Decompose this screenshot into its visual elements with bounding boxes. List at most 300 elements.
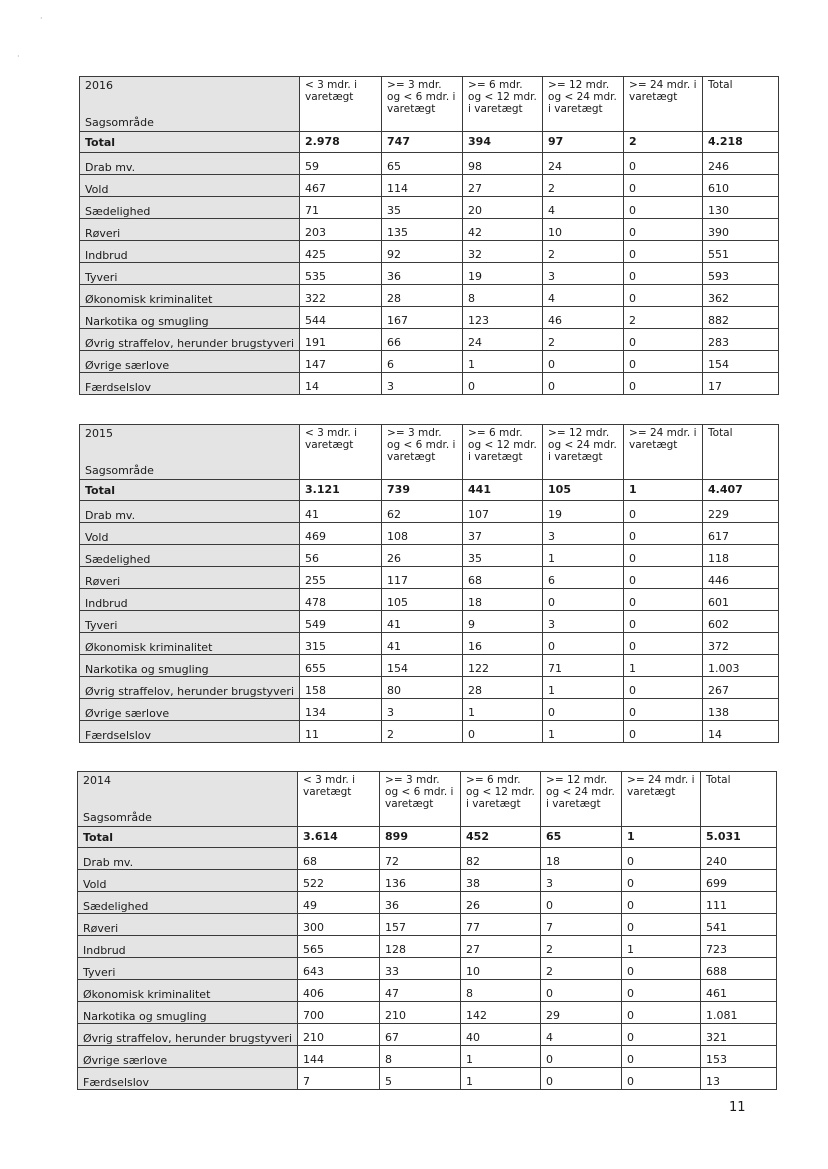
column-header: Total: [701, 772, 777, 827]
value-cell: 3.121: [300, 480, 382, 501]
table-row: [80, 351, 779, 373]
value-cell: 203: [300, 219, 382, 241]
value-cell: 24: [543, 153, 624, 175]
row-label: Indbrud: [78, 936, 298, 958]
value-cell: 1.003: [703, 655, 779, 677]
table-row: [78, 958, 777, 980]
value-cell: 5.031: [701, 827, 777, 848]
value-cell: 0: [622, 870, 701, 892]
value-cell: 8: [380, 1046, 461, 1068]
value-cell: 321: [701, 1024, 777, 1046]
value-cell: 467: [300, 175, 382, 197]
value-cell: 0: [624, 197, 703, 219]
value-cell: 77: [461, 914, 541, 936]
column-header: Total: [703, 425, 779, 480]
row-label: Indbrud: [80, 589, 300, 611]
value-cell: 3: [382, 373, 463, 395]
row-label: Total: [78, 827, 298, 848]
value-cell: 372: [703, 633, 779, 655]
value-cell: 747: [382, 132, 463, 153]
table-row: [80, 285, 779, 307]
row-label: Sædelighed: [78, 892, 298, 914]
value-cell: 35: [463, 545, 543, 567]
table-row: [80, 329, 779, 351]
value-cell: 267: [703, 677, 779, 699]
value-cell: 3: [543, 263, 624, 285]
table-row: [80, 545, 779, 567]
value-cell: 593: [703, 263, 779, 285]
value-cell: 66: [382, 329, 463, 351]
value-cell: 65: [541, 827, 622, 848]
value-cell: 0: [622, 1002, 701, 1024]
value-cell: 10: [543, 219, 624, 241]
value-cell: 62: [382, 501, 463, 523]
table-year: 2015: [85, 427, 113, 440]
value-cell: 882: [703, 307, 779, 329]
value-cell: 210: [380, 1002, 461, 1024]
value-cell: 59: [300, 153, 382, 175]
value-cell: 19: [463, 263, 543, 285]
table-row: [78, 870, 777, 892]
value-cell: 0: [624, 677, 703, 699]
value-cell: 8: [461, 980, 541, 1002]
table-row: [80, 197, 779, 219]
value-cell: 2: [543, 241, 624, 263]
custody-table-2015: [79, 424, 779, 743]
column-header: >= 3 mdr. og < 6 mdr. i varetægt: [382, 425, 463, 480]
value-cell: 1: [624, 655, 703, 677]
value-cell: 24: [463, 329, 543, 351]
value-cell: 0: [624, 567, 703, 589]
value-cell: 3: [543, 611, 624, 633]
value-cell: 8: [463, 285, 543, 307]
value-cell: 105: [382, 589, 463, 611]
row-label: Røveri: [80, 567, 300, 589]
value-cell: 134: [300, 699, 382, 721]
value-cell: 27: [463, 175, 543, 197]
table-row: [80, 219, 779, 241]
value-cell: 4.218: [703, 132, 779, 153]
value-cell: 167: [382, 307, 463, 329]
custody-table-2014: [77, 771, 777, 1090]
value-cell: 0: [463, 721, 543, 743]
value-cell: 0: [624, 523, 703, 545]
value-cell: 0: [624, 219, 703, 241]
value-cell: 1.081: [701, 1002, 777, 1024]
value-cell: 144: [298, 1046, 380, 1068]
row-label: Narkotika og smugling: [80, 655, 300, 677]
row-label: Økonomisk kriminalitet: [78, 980, 298, 1002]
value-cell: 71: [543, 655, 624, 677]
value-cell: 41: [382, 611, 463, 633]
value-cell: 147: [300, 351, 382, 373]
value-cell: 739: [382, 480, 463, 501]
value-cell: 29: [541, 1002, 622, 1024]
value-cell: 478: [300, 589, 382, 611]
row-header-label: Sagsområde: [85, 464, 154, 477]
table-row: [80, 589, 779, 611]
value-cell: 98: [463, 153, 543, 175]
header-row: [80, 77, 779, 132]
value-cell: 0: [541, 1046, 622, 1068]
value-cell: 0: [624, 545, 703, 567]
value-cell: 92: [382, 241, 463, 263]
value-cell: 108: [382, 523, 463, 545]
value-cell: 2: [541, 958, 622, 980]
value-cell: 0: [543, 351, 624, 373]
value-cell: 97: [543, 132, 624, 153]
value-cell: 28: [382, 285, 463, 307]
value-cell: 549: [300, 611, 382, 633]
column-header: >= 6 mdr. og < 12 mdr. i varetægt: [463, 77, 543, 132]
value-cell: 0: [622, 892, 701, 914]
value-cell: 688: [701, 958, 777, 980]
value-cell: 610: [703, 175, 779, 197]
value-cell: 0: [622, 980, 701, 1002]
value-cell: 82: [461, 848, 541, 870]
value-cell: 27: [461, 936, 541, 958]
header-row: [78, 772, 777, 827]
row-label: Øvrig straffelov, herunder brugstyveri: [78, 1024, 298, 1046]
scan-speck: ·: [40, 14, 43, 23]
value-cell: 469: [300, 523, 382, 545]
column-header: >= 12 mdr. og < 24 mdr. i varetægt: [543, 425, 624, 480]
value-cell: 28: [463, 677, 543, 699]
value-cell: 1: [543, 545, 624, 567]
value-cell: 452: [461, 827, 541, 848]
value-cell: 3: [382, 699, 463, 721]
row-label: Tyveri: [80, 263, 300, 285]
table-row: [78, 1024, 777, 1046]
value-cell: 105: [543, 480, 624, 501]
value-cell: 0: [622, 958, 701, 980]
row-label: Tyveri: [80, 611, 300, 633]
column-header: >= 24 mdr. i varetægt: [624, 77, 703, 132]
value-cell: 246: [703, 153, 779, 175]
value-cell: 283: [703, 329, 779, 351]
table-row: [80, 633, 779, 655]
value-cell: 18: [541, 848, 622, 870]
row-label: Færdselslov: [80, 373, 300, 395]
column-header: >= 12 mdr. og < 24 mdr. i varetægt: [543, 77, 624, 132]
row-label: Vold: [80, 175, 300, 197]
value-cell: 441: [463, 480, 543, 501]
value-cell: 0: [541, 980, 622, 1002]
value-cell: 535: [300, 263, 382, 285]
table-row: [80, 373, 779, 395]
value-cell: 2: [543, 175, 624, 197]
table-row: [78, 1002, 777, 1024]
header-label-cell: [80, 77, 300, 132]
value-cell: 229: [703, 501, 779, 523]
value-cell: 1: [463, 699, 543, 721]
value-cell: 406: [298, 980, 380, 1002]
value-cell: 2.978: [300, 132, 382, 153]
value-cell: 1: [543, 721, 624, 743]
value-cell: 117: [382, 567, 463, 589]
scan-speck: ·: [17, 52, 20, 61]
table-row: [78, 1068, 777, 1090]
row-label: Økonomisk kriminalitet: [80, 285, 300, 307]
value-cell: 0: [543, 589, 624, 611]
value-cell: 2: [382, 721, 463, 743]
value-cell: 425: [300, 241, 382, 263]
value-cell: 551: [703, 241, 779, 263]
value-cell: 617: [703, 523, 779, 545]
value-cell: 0: [543, 699, 624, 721]
value-cell: 0: [624, 285, 703, 307]
table-row: [80, 655, 779, 677]
column-header: >= 24 mdr. i varetægt: [624, 425, 703, 480]
value-cell: 13: [701, 1068, 777, 1090]
value-cell: 1: [461, 1046, 541, 1068]
value-cell: 33: [380, 958, 461, 980]
value-cell: 6: [382, 351, 463, 373]
value-cell: 3: [543, 523, 624, 545]
value-cell: 2: [624, 307, 703, 329]
table-row: [78, 980, 777, 1002]
value-cell: 0: [543, 633, 624, 655]
value-cell: 0: [463, 373, 543, 395]
value-cell: 1: [461, 1068, 541, 1090]
value-cell: 123: [463, 307, 543, 329]
value-cell: 0: [624, 373, 703, 395]
value-cell: 0: [541, 1068, 622, 1090]
value-cell: 1: [463, 351, 543, 373]
value-cell: 41: [382, 633, 463, 655]
total-row: [80, 132, 779, 153]
value-cell: 5: [380, 1068, 461, 1090]
value-cell: 1: [622, 827, 701, 848]
value-cell: 0: [622, 848, 701, 870]
value-cell: 390: [703, 219, 779, 241]
header-row: [80, 425, 779, 480]
value-cell: 602: [703, 611, 779, 633]
value-cell: 541: [701, 914, 777, 936]
value-cell: 7: [541, 914, 622, 936]
value-cell: 11: [300, 721, 382, 743]
value-cell: 0: [624, 241, 703, 263]
row-label: Total: [80, 132, 300, 153]
value-cell: 7: [298, 1068, 380, 1090]
total-row: [80, 480, 779, 501]
value-cell: 68: [463, 567, 543, 589]
value-cell: 49: [298, 892, 380, 914]
table-row: [80, 677, 779, 699]
value-cell: 153: [701, 1046, 777, 1068]
value-cell: 68: [298, 848, 380, 870]
row-label: Øvrige særlove: [78, 1046, 298, 1068]
value-cell: 20: [463, 197, 543, 219]
value-cell: 158: [300, 677, 382, 699]
header-label-cell: [78, 772, 298, 827]
value-cell: 255: [300, 567, 382, 589]
value-cell: 522: [298, 870, 380, 892]
value-cell: 0: [622, 1046, 701, 1068]
value-cell: 655: [300, 655, 382, 677]
row-header-label: Sagsområde: [83, 811, 152, 824]
value-cell: 122: [463, 655, 543, 677]
value-cell: 191: [300, 329, 382, 351]
value-cell: 111: [701, 892, 777, 914]
value-cell: 6: [543, 567, 624, 589]
value-cell: 2: [624, 132, 703, 153]
value-cell: 544: [300, 307, 382, 329]
value-cell: 16: [463, 633, 543, 655]
value-cell: 38: [461, 870, 541, 892]
row-label: Sædelighed: [80, 545, 300, 567]
table-row: [78, 936, 777, 958]
row-header-label: Sagsområde: [85, 116, 154, 129]
value-cell: 56: [300, 545, 382, 567]
value-cell: 14: [703, 721, 779, 743]
total-row: [78, 827, 777, 848]
value-cell: 118: [703, 545, 779, 567]
column-header: Total: [703, 77, 779, 132]
value-cell: 0: [541, 892, 622, 914]
value-cell: 154: [382, 655, 463, 677]
value-cell: 67: [380, 1024, 461, 1046]
page-number: 11: [729, 1100, 746, 1115]
table-row: [80, 307, 779, 329]
value-cell: 461: [701, 980, 777, 1002]
row-label: Total: [80, 480, 300, 501]
column-header: >= 3 mdr. og < 6 mdr. i varetægt: [382, 77, 463, 132]
table-year: 2016: [85, 79, 113, 92]
table-row: [80, 501, 779, 523]
value-cell: 0: [624, 633, 703, 655]
table-year: 2014: [83, 774, 111, 787]
value-cell: 0: [624, 175, 703, 197]
value-cell: 4: [543, 285, 624, 307]
table-row: [80, 699, 779, 721]
column-header: >= 3 mdr. og < 6 mdr. i varetægt: [380, 772, 461, 827]
column-header: < 3 mdr. i varetægt: [300, 77, 382, 132]
value-cell: 300: [298, 914, 380, 936]
table-row: [78, 892, 777, 914]
row-label: Røveri: [80, 219, 300, 241]
value-cell: 40: [461, 1024, 541, 1046]
value-cell: 210: [298, 1024, 380, 1046]
row-label: Øvrig straffelov, herunder brugstyveri: [80, 329, 300, 351]
row-label: Vold: [78, 870, 298, 892]
value-cell: 136: [380, 870, 461, 892]
value-cell: 0: [622, 1068, 701, 1090]
column-header: < 3 mdr. i varetægt: [298, 772, 380, 827]
value-cell: 35: [382, 197, 463, 219]
value-cell: 26: [461, 892, 541, 914]
value-cell: 4: [543, 197, 624, 219]
value-cell: 322: [300, 285, 382, 307]
value-cell: 71: [300, 197, 382, 219]
value-cell: 3.614: [298, 827, 380, 848]
header-label-cell: [80, 425, 300, 480]
value-cell: 36: [380, 892, 461, 914]
value-cell: 42: [463, 219, 543, 241]
value-cell: 899: [380, 827, 461, 848]
row-label: Øvrig straffelov, herunder brugstyveri: [80, 677, 300, 699]
value-cell: 0: [624, 153, 703, 175]
custody-table-2016: [79, 76, 779, 395]
row-label: Øvrige særlove: [80, 351, 300, 373]
value-cell: 0: [624, 329, 703, 351]
table-row: [80, 153, 779, 175]
value-cell: 0: [543, 373, 624, 395]
value-cell: 1: [624, 480, 703, 501]
row-label: Drab mv.: [80, 501, 300, 523]
value-cell: 394: [463, 132, 543, 153]
row-label: Narkotika og smugling: [78, 1002, 298, 1024]
row-label: Drab mv.: [78, 848, 298, 870]
value-cell: 17: [703, 373, 779, 395]
column-header: < 3 mdr. i varetægt: [300, 425, 382, 480]
value-cell: 138: [703, 699, 779, 721]
table-row: [80, 611, 779, 633]
row-label: Sædelighed: [80, 197, 300, 219]
row-label: Røveri: [78, 914, 298, 936]
value-cell: 36: [382, 263, 463, 285]
value-cell: 2: [541, 936, 622, 958]
value-cell: 601: [703, 589, 779, 611]
value-cell: 32: [463, 241, 543, 263]
value-cell: 240: [701, 848, 777, 870]
value-cell: 0: [624, 263, 703, 285]
value-cell: 723: [701, 936, 777, 958]
value-cell: 643: [298, 958, 380, 980]
value-cell: 14: [300, 373, 382, 395]
row-label: Øvrige særlove: [80, 699, 300, 721]
value-cell: 0: [624, 611, 703, 633]
value-cell: 47: [380, 980, 461, 1002]
value-cell: 114: [382, 175, 463, 197]
value-cell: 0: [624, 351, 703, 373]
value-cell: 18: [463, 589, 543, 611]
table-row: [80, 721, 779, 743]
value-cell: 4.407: [703, 480, 779, 501]
value-cell: 315: [300, 633, 382, 655]
column-header: >= 24 mdr. i varetægt: [622, 772, 701, 827]
value-cell: 0: [624, 589, 703, 611]
value-cell: 3: [541, 870, 622, 892]
table-row: [80, 241, 779, 263]
value-cell: 19: [543, 501, 624, 523]
table-row: [78, 848, 777, 870]
value-cell: 1: [622, 936, 701, 958]
value-cell: 128: [380, 936, 461, 958]
row-label: Færdselslov: [78, 1068, 298, 1090]
row-label: Drab mv.: [80, 153, 300, 175]
value-cell: 0: [622, 1024, 701, 1046]
value-cell: 4: [541, 1024, 622, 1046]
row-label: Tyveri: [78, 958, 298, 980]
row-label: Narkotika og smugling: [80, 307, 300, 329]
value-cell: 142: [461, 1002, 541, 1024]
value-cell: 362: [703, 285, 779, 307]
value-cell: 0: [624, 699, 703, 721]
row-label: Vold: [80, 523, 300, 545]
value-cell: 0: [624, 501, 703, 523]
row-label: Færdselslov: [80, 721, 300, 743]
value-cell: 446: [703, 567, 779, 589]
value-cell: 1: [543, 677, 624, 699]
value-cell: 700: [298, 1002, 380, 1024]
table-row: [80, 523, 779, 545]
value-cell: 72: [380, 848, 461, 870]
row-label: Indbrud: [80, 241, 300, 263]
value-cell: 135: [382, 219, 463, 241]
table-row: [80, 263, 779, 285]
value-cell: 157: [380, 914, 461, 936]
